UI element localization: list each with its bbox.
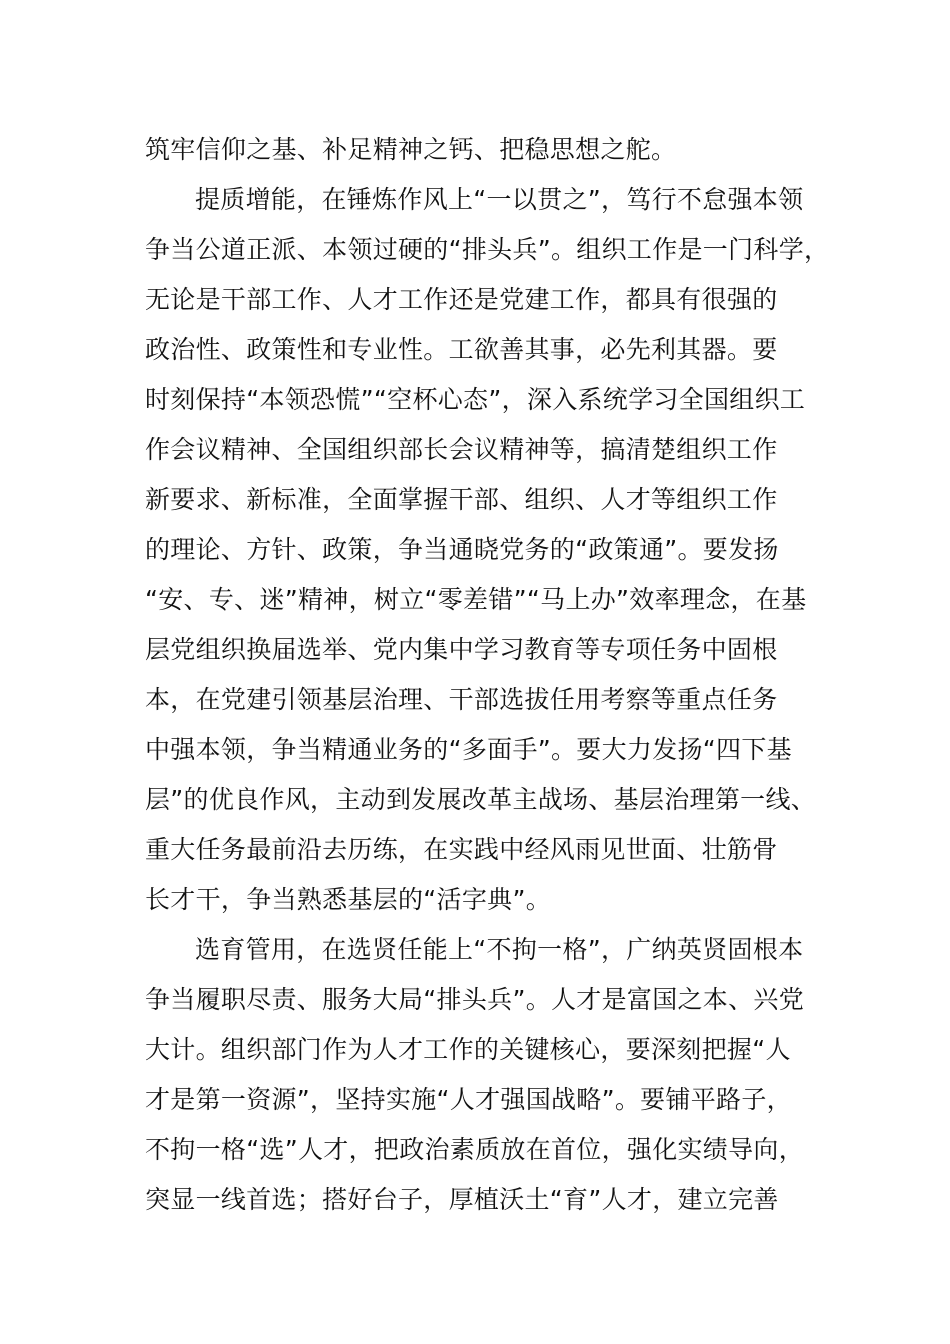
text-line: 新要求、新标准，全面掌握干部、组织、人才等组织工作 [145,485,778,514]
text-line: 层”的优良作风，主动到发展改革主战场、基层治理第一线、 [145,785,817,814]
text-line: 才是第一资源”，坚持实施“人才强国战略”。要铺平路子， [145,1085,792,1114]
text-line: 层党组织换届选举、党内集中学习教育等专项任务中固根 [145,635,778,664]
text-line: 筑牢信仰之基、补足精神之钙、把稳思想之舵。 [145,135,677,164]
text-line: 争当公道正派、本领过硬的“排头兵”。组织工作是一门科学， [145,235,830,264]
text-line: 突显一线首选；搭好台子，厚植沃土“育”人才，建立完善 [145,1185,779,1214]
text-line: “安、专、迷”精神，树立“零差错”“马上办”效率理念，在基 [145,585,807,614]
text-line: 不拘一格“选”人才，把政治素质放在首位，强化实绩导向， [145,1135,805,1164]
text-line: 本，在党建引领基层治理、干部选拔任用考察等重点任务 [145,685,778,714]
paragraph-start-line: 提质增能，在锤炼作风上“一以贯之”，笃行不怠强本领 [195,185,804,214]
text-line: 政治性、政策性和专业性。工欲善其事，必先利其器。要 [145,335,778,364]
text-line: 无论是干部工作、人才工作还是党建工作，都具有很强的 [145,285,778,314]
text-line: 的理论、方针、政策，争当通晓党务的“政策通”。要发扬 [145,535,779,564]
text-line: 作会议精神、全国组织部长会议精神等，搞清楚组织工作 [145,435,778,464]
text-line: 争当履职尽责、服务大局“排头兵”。人才是富国之本、兴党 [145,985,805,1014]
paragraph-start-line: 选育管用，在选贤任能上“不拘一格”，广纳英贤固根本 [195,935,804,964]
text-line: 时刻保持“本领恐慌”“空杯心态”，深入系统学习全国组织工 [145,385,806,414]
text-line: 大计。组织部门作为人才工作的关键核心，要深刻把握“人 [145,1035,791,1064]
text-line: 重大任务最前沿去历练，在实践中经风雨见世面、壮筋骨 [145,835,778,864]
text-line: 长才干，争当熟悉基层的“活字典”。 [145,885,552,914]
text-line: 中强本领，争当精通业务的“多面手”。要大力发扬“四下基 [145,735,792,764]
